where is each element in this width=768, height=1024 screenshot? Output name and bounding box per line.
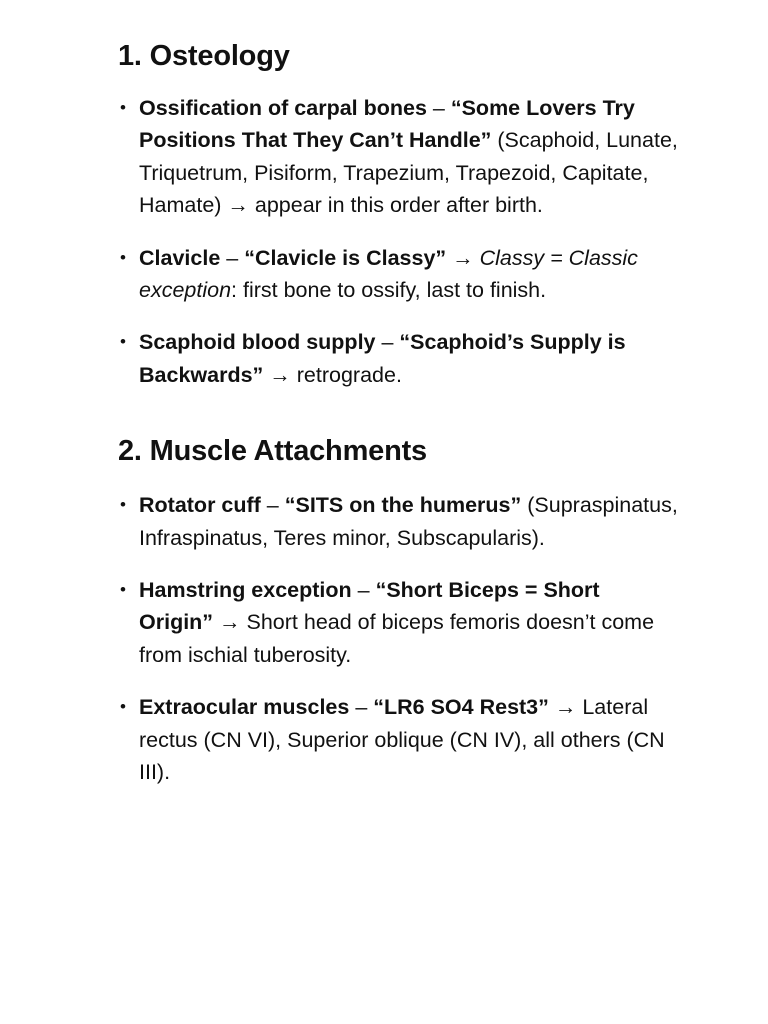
bullet-icon: • [120,580,126,600]
item-dash: – [220,245,245,270]
bullet-icon: • [120,98,126,117]
document-page [118,36,678,789]
item-emphasis: Classy = Classic exception [139,245,638,303]
list-item [118,242,678,307]
bullet-list [118,92,678,391]
item-detail: (Supraspinatus, Infraspinatus, Teres minor, Subscapularis). [139,493,678,550]
bullet-list [118,489,678,788]
item-dash: – [426,96,451,120]
bullet-icon: • [120,495,126,515]
item-detail: → Short head of biceps femoris doesn’t come from ischial tuberosity. [139,610,655,667]
item-mnemonic: “Scaphoid’s Supply is Backwards” [139,330,626,387]
item-detail: : first bone to ossify, last to finish. [231,278,547,303]
list-item [118,691,678,788]
item-mnemonic: “SITS on the humerus” [284,493,522,518]
item-mnemonic: “Short Biceps = Short Origin” [139,578,600,635]
item-dash: – [260,493,285,518]
item-dash: – [349,695,374,720]
bullet-icon: • [120,697,126,717]
item-term: Extraocular muscles [139,695,350,720]
section-muscle-attachments [118,431,678,788]
bullet-icon: • [120,332,126,352]
item-mnemonic: “Clavicle is Classy” [244,245,447,270]
item-dash: – [351,578,376,603]
item-term: Clavicle [139,245,221,270]
item-detail: (Scaphoid, Lunate, Triquetrum, Pisiform, Trapezium, Trapezoid, Capitate, Hamate) → appear in this order after birth. [139,128,678,218]
bullet-icon: • [120,247,126,267]
list-item [118,574,678,671]
item-term: Rotator cuff [139,493,261,518]
section-heading: 2. Muscle Attachments [118,435,427,468]
item-term: Ossification of carpal bones [139,96,427,120]
item-mnemonic: “LR6 SO4 Rest3” [373,695,549,720]
item-dash: – [375,330,400,355]
item-term: Scaphoid blood supply [139,330,376,355]
list-item [118,326,678,391]
item-term: Hamstring exception [139,578,352,603]
item-detail: → Lateral rectus (CN VI), Superior oblique (CN IV), all others (CN III). [139,695,665,785]
section-osteology [118,36,678,391]
list-item [118,92,678,222]
item-detail: → retrograde. [263,362,402,387]
list-item [118,489,678,554]
section-heading: 1. Osteology [118,40,290,72]
item-mnemonic: “Some Lovers Try Positions That They Can’t Handle” [139,96,635,153]
item-arrow: → [446,245,480,270]
